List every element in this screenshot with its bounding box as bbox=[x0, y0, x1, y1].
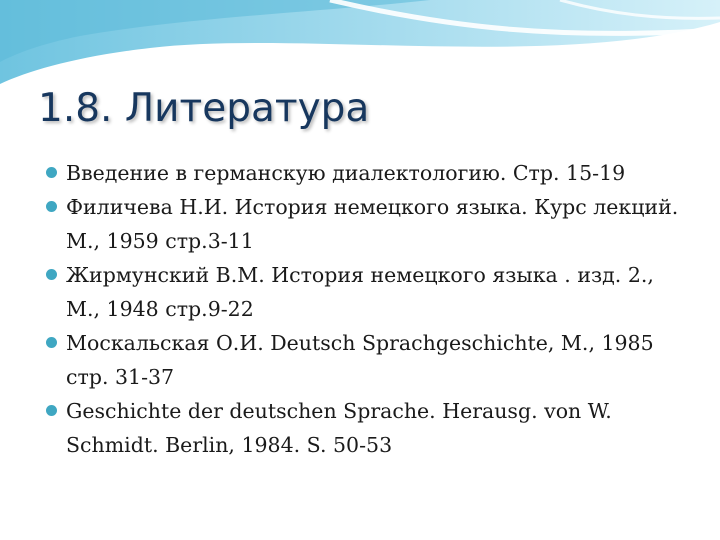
list-item-text: Филичева Н.И. История немецкого языка. Курс лекций. М., 1959 стр.3-11 bbox=[66, 195, 679, 253]
list-item bbox=[44, 156, 694, 190]
bullet-icon bbox=[46, 167, 57, 178]
list-item bbox=[44, 258, 694, 326]
bullet-icon bbox=[46, 337, 57, 348]
list-item-text: Введение в германскую диалектологию. Стр. 15-19 bbox=[66, 161, 626, 185]
list-item-text: Москальская О.И. Deutsch Sprachgeschichte, М., 1985 стр. 31-37 bbox=[66, 331, 654, 389]
list-item bbox=[44, 326, 694, 394]
bullet-icon bbox=[46, 201, 57, 212]
bibliography-list bbox=[44, 156, 694, 462]
slide-title: 1.8. Литература bbox=[38, 86, 370, 131]
bullet-icon bbox=[46, 405, 57, 416]
list-item bbox=[44, 190, 694, 258]
list-item-text: Geschichte der deutschen Sprache. Herausg. von W. Schmidt. Berlin, 1984. S. 50-53 bbox=[66, 399, 612, 457]
list-item-text: Жирмунский В.М. История немецкого языка . изд. 2., М., 1948 стр.9-22 bbox=[66, 263, 654, 321]
list-item bbox=[44, 394, 694, 462]
bullet-icon bbox=[46, 269, 57, 280]
